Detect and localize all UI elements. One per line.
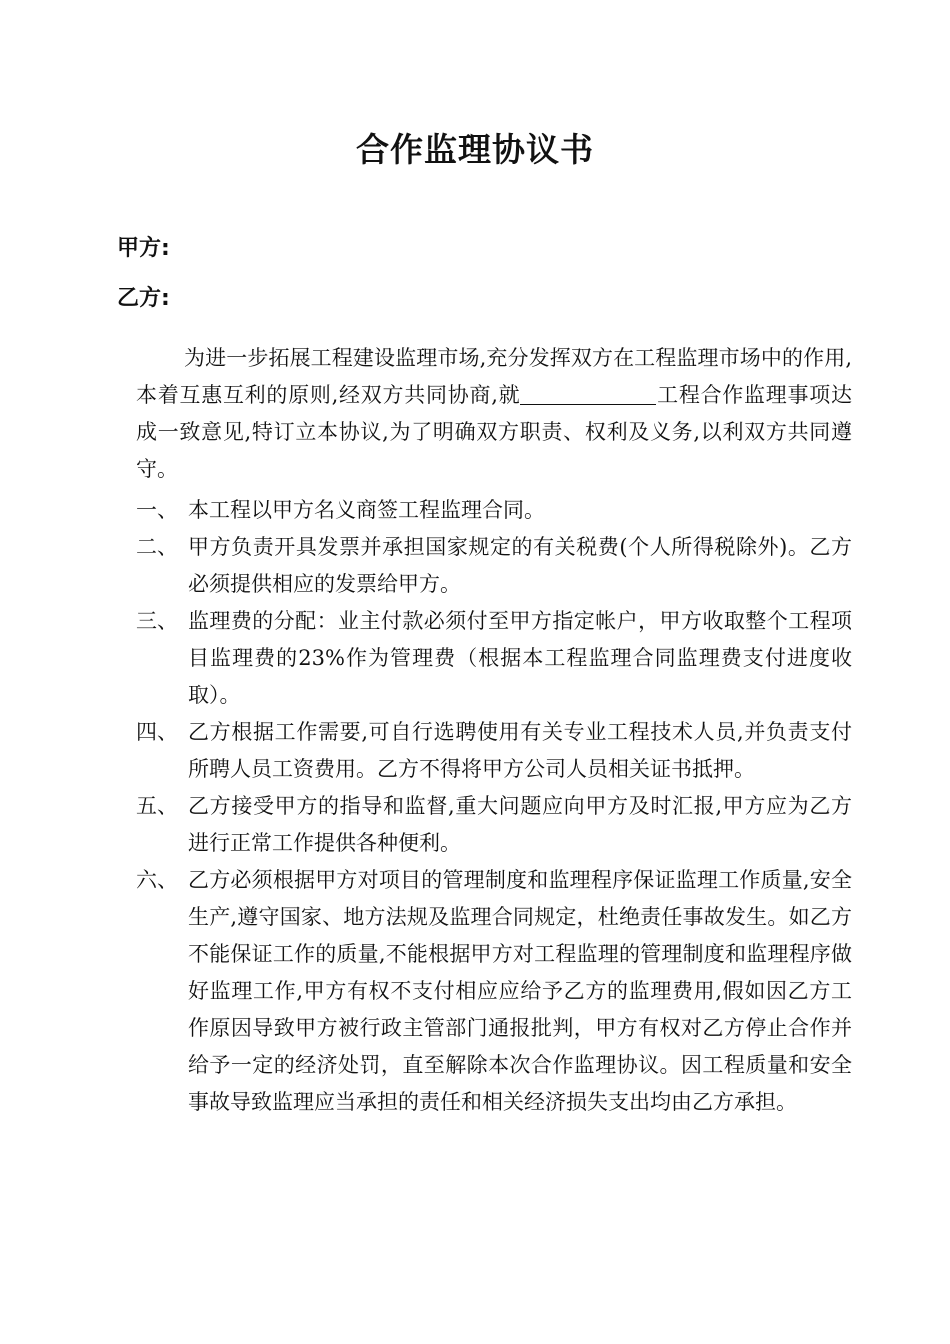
- intro-text-part1: 为进一步拓展工程建设监理市场,充分发挥双方在工程监理市场中的作用,本着互惠互利的原则,经双方共同协商,就: [136, 346, 852, 407]
- clause-item: [136, 788, 852, 862]
- clause-item: [136, 862, 852, 1121]
- clause-text: 乙方根据工作需要,可自行选聘使用有关专业工程技术人员,并负责支付所聘人员工资费用。乙方不得将甲方公司人员相关证书抵押。: [188, 720, 852, 781]
- document-title: 合作监理协议书: [356, 130, 594, 169]
- clause-text: 本工程以甲方名义商签工程监理合同。: [188, 498, 545, 522]
- intro-text-part2: 工程合作监理事项达成一致意见,特订立本协议,为了明确双方职责、权利及义务,以利双方共同遵守。: [136, 383, 852, 481]
- clause-number: 一、: [136, 498, 178, 522]
- clause-number: 三、: [136, 609, 178, 633]
- party-a-label: 甲方:: [117, 236, 170, 261]
- clause-item: [136, 714, 852, 788]
- clause-item: [136, 603, 852, 714]
- clause-text: 乙方接受甲方的指导和监督,重大问题应向甲方及时汇报,甲方应为乙方进行正常工作提供各种便利。: [188, 794, 852, 855]
- intro-paragraph: [136, 340, 852, 488]
- clause-number: 二、: [136, 535, 178, 559]
- clause-number: 六、: [136, 868, 178, 892]
- clause-text: 甲方负责开具发票并承担国家规定的有关税费(个人所得税除外)。乙方必须提供相应的发票给甲方。: [188, 535, 852, 596]
- project-name-blank: [520, 382, 656, 405]
- clause-list: [136, 492, 852, 1121]
- clause-item: [136, 492, 852, 529]
- clause-text: 监理费的分配：业主付款必须付至甲方指定帐户，甲方收取整个工程项目监理费的23%作为管理费（根据本工程监理合同监理费支付进度收取）。: [188, 609, 852, 707]
- clause-number: 五、: [136, 794, 178, 818]
- clause-item: [136, 529, 852, 603]
- clause-text: 乙方必须根据甲方对项目的管理制度和监理程序保证监理工作质量,安全生产,遵守国家、地方法规及监理合同规定，杜绝责任事故发生。如乙方不能保证工作的质量,不能根据甲方对工程监理的管理制度和监理程序做好监理工作,甲方有权不支付相应应给予乙方的监理费用,假如因乙方工作原因导致甲方被行政主管部门通报批判，甲方有权对乙方停止合作并给予一定的经济处罚，直至解除本次合作监理协议。因工程质量和安全事故导致监理应当承担的责任和相关经济损失支出均由乙方承担。: [188, 868, 852, 1114]
- party-b-label: 乙方:: [117, 286, 170, 311]
- clause-number: 四、: [136, 720, 178, 744]
